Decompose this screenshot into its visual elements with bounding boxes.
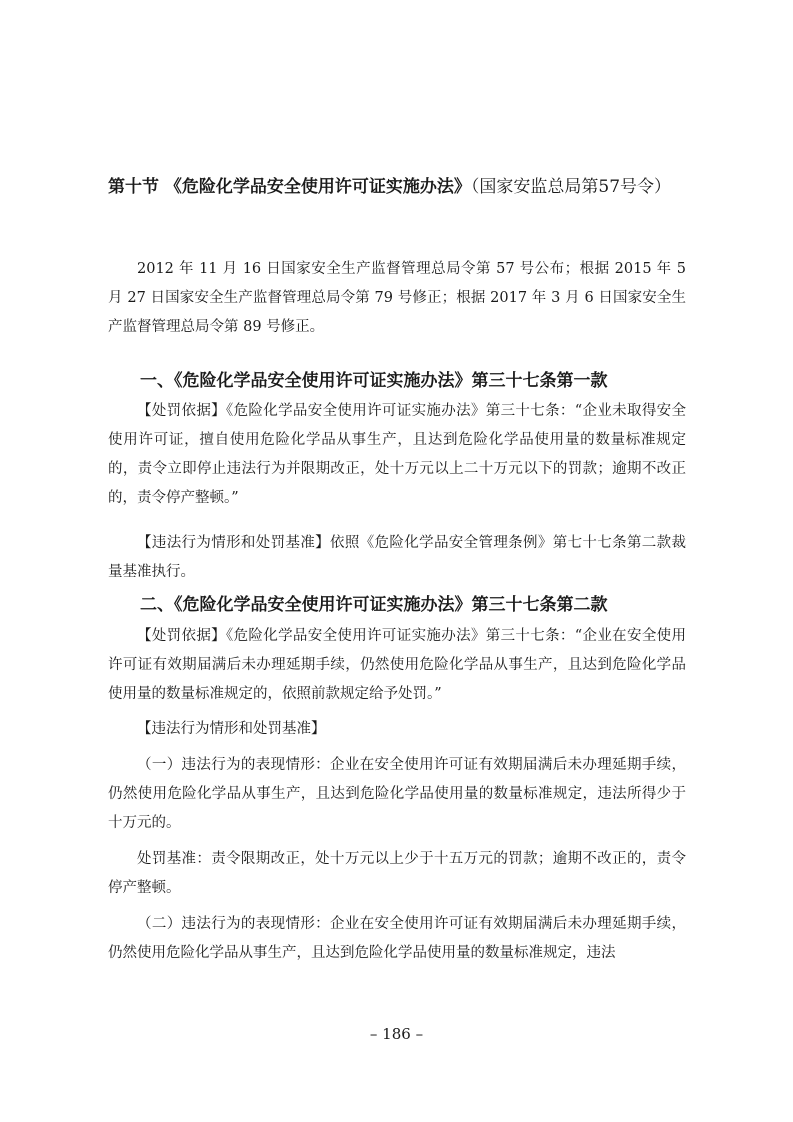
section-title-main: 第十节 《危险化学品安全使用许可证实施办法》: [108, 177, 471, 197]
intro-paragraph: 2012 年 11 月 16 日国家安全生产监督管理总局令第 57 号公布；根据 2015 年 5 月 27 日国家安全生产监督管理总局令第 79 号修正；根据 2017 年 3 月 6 日国家安全生产监督管理总局令第 89 号修正。: [108, 261, 686, 335]
article-2-penalty-1: 处罚基准：责令限期改正，处十万元以上少于十五万元的罚款；逾期不改正的，责令停产整顿。: [108, 851, 686, 896]
article-2-case-2: （二）违法行为的表现情形：企业在安全使用许可证有效期届满后未办理延期手续，仍然使用危险化学品从事生产，且达到危险化学品使用量的数量标准规定，违法: [108, 916, 686, 961]
article-2-case-1: （一）违法行为的表现情形：企业在安全使用许可证有效期届满后未办理延期手续，仍然使用危险化学品从事生产，且达到危险化学品使用量的数量标准规定，违法所得少于十万元的。: [108, 757, 686, 831]
article-1-standard: 【违法行为情形和处罚基准】依照《危险化学品安全管理条例》第七十七条第二款裁量基准执行。: [108, 535, 686, 580]
page-number: – 186 –: [369, 1025, 424, 1043]
article-2-standard-label: 【违法行为情形和处罚基准】: [137, 721, 326, 737]
article-2-heading: 二、《危险化学品安全使用许可证实施办法》第三十七条第二款: [140, 595, 608, 615]
article-2-basis: 【处罚依据】《危险化学品安全使用许可证实施办法》第三十七条：“企业在安全使用许可证有效期届满后未办理延期手续，仍然使用危险化学品从事生产，且达到危险化学品使用量的数量标准规定的，依照前款规定给予处罚。”: [108, 628, 686, 702]
article-1-heading: 一、《危险化学品安全使用许可证实施办法》第三十七条第一款: [140, 371, 608, 391]
article-1-basis: 【处罚依据】《危险化学品安全使用许可证实施办法》第三十七条：“企业未取得安全使用许可证，擅自使用危险化学品从事生产，且达到危险化学品使用量的数量标准规定的，责令立即停止违法行为并限期改正，处十万元以上二十万元以下的罚款；逾期不改正的，责令停产整顿。”: [108, 403, 686, 506]
section-title-sub: （国家安监总局第57号令）: [470, 177, 672, 197]
section-title: [108, 172, 688, 202]
